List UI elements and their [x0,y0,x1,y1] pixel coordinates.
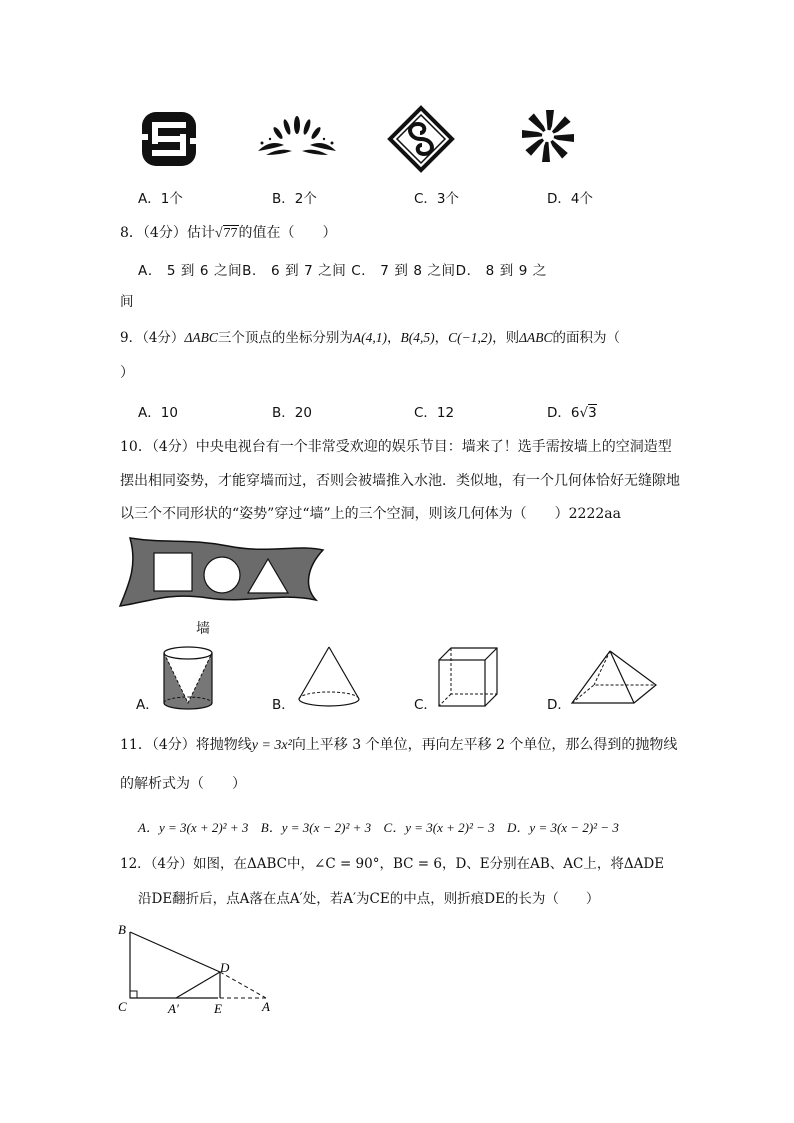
q9-option-d[interactable] [547,401,597,421]
cone-option-icon [296,645,362,709]
q8-options[interactable]: A． 5 到 6 之间B． 6 到 7 之间 C． 7 到 8 之间D． 8 到 9 之 [138,263,547,279]
q10-line-1: 10．（4分）中央电视台有一个非常受欢迎的娱乐节目：墙来了！选手需按墙上的空洞造型 [120,439,672,455]
q9-text-2: ，则 [492,330,520,346]
q9-triangle-2: ΔABC [519,330,553,345]
label-c: C [118,999,127,1014]
q11-formula: y = 3x² [251,738,292,753]
knot-logo-icon [138,108,200,170]
label-e: E [214,1001,222,1016]
q8-options-wrap: 间 [120,294,134,310]
q9-point-b: B(4,5) [400,330,435,345]
q9-option-c[interactable]: C．12 [414,405,455,421]
label-b: B [118,922,126,937]
q9-text: 三个顶点的坐标分别为 [217,330,353,346]
q9-point-c: C(−1,2) [448,330,493,345]
q9-point-a: A(4,1) [352,330,387,345]
triangle-fold-diagram [116,924,286,1020]
q11-suffix: 向上平移 3 个单位，再向左平移 2 个单位，那么得到的抛物线 [291,737,678,753]
sqrt-icon: √77 [214,226,238,241]
q8-prefix: 8．（4分）估计 [120,225,215,241]
q11-option-a[interactable]: A．y = 3(x + 2)² + 3 [138,820,249,835]
q7-option-a[interactable]: A．1个 [138,191,183,207]
q12-line-1: 12．（4分）如图，在ΔABC中，∠C = 90°，BC = 6，D、E分别在AB、AC上，将ΔADE [120,856,665,872]
pinwheel-logo-icon [518,106,578,166]
q9-option-b[interactable]: B．20 [272,405,312,421]
pyramid-option-icon [570,649,660,707]
q11-option-d[interactable]: D．y = 3(x − 2)² − 3 [507,820,619,835]
q7-option-d[interactable]: D．4个 [547,191,593,207]
fountain-logo-icon [256,115,338,165]
q11-options [138,817,619,836]
q10-line-2: 摆出相同姿势，才能穿墙而过，否则会被墙推入水池．类似地，有一个几何体恰好无缝隙地 [120,473,680,489]
q9-text-3: 的面积为（ [552,330,621,346]
q8-stem [120,222,337,242]
q8-suffix: 的值在（ ） [238,225,337,241]
q9-option-d-radicand: 3 [588,405,597,421]
label-d: D [220,960,230,975]
q11-wrap: 的解析式为（ ） [120,776,246,792]
q7-option-b[interactable]: B．2个 [272,191,317,207]
q8-radicand: 77 [223,226,238,241]
q12-line-2: 沿DE翻折后，点A落在点A′处，若A′为CE的中点，则折痕DE的长为（ ） [138,891,600,907]
cube-option-icon [436,646,500,708]
q10-option-d-label[interactable]: D． [547,697,571,713]
q10-option-a-label[interactable]: A． [136,697,159,713]
q9-option-d-label: D．6 [547,405,580,421]
q10-option-c-label[interactable]: C． [414,697,437,713]
q11-option-c[interactable]: C．y = 3(x + 2)² − 3 [383,820,495,835]
label-a-prime: A′ [168,1001,179,1016]
diamond-swirl-logo-icon [388,106,454,172]
cylinder-option-icon [160,645,216,711]
wall-label: 墙 [196,621,210,637]
wall-figure [118,536,326,610]
q9-stem: 9．（4分）ΔABC三个顶点的坐标分别为A(4,1)，B(4,5)，C(−1,2)，则ΔABC的面积为（ [120,330,621,346]
label-a: A [262,999,270,1014]
q10-line-3: 以三个不同形状的“姿势”穿过“墙”上的三个空洞，则该几何体为（ ）2222aa [120,506,621,522]
sqrt-icon: √3 [579,405,597,421]
q11-prefix: 11．（4分）将抛物线 [120,737,252,753]
q11-option-b[interactable]: B．y = 3(x − 2)² + 3 [260,820,372,835]
q9-triangle: ΔABC [184,330,218,345]
q9-prefix: 9．（4分） [120,330,185,346]
q9-option-a[interactable]: A．10 [138,405,178,421]
q9-wrap: ） [120,365,134,381]
q7-option-c[interactable]: C．3个 [414,191,460,207]
q11-stem [120,734,677,754]
q10-option-b-label[interactable]: B． [272,697,295,713]
